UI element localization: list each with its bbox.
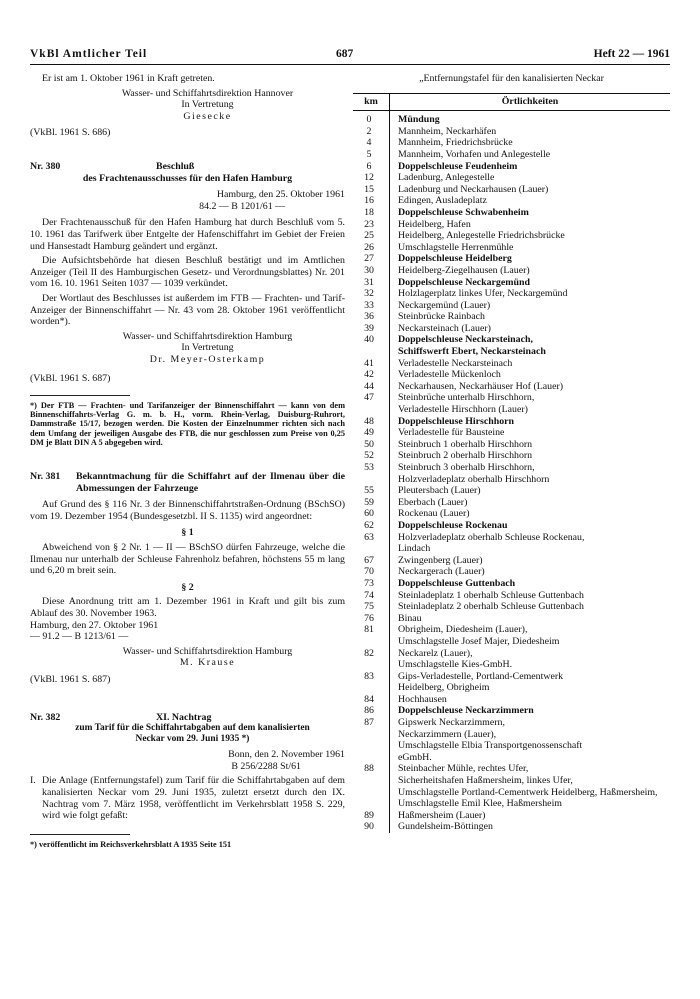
place-cell bbox=[390, 334, 671, 357]
km-cell: 32 bbox=[353, 288, 390, 300]
section-382-number: Nr. 382 bbox=[30, 711, 61, 723]
km-cell: 84 bbox=[353, 694, 390, 706]
table-row bbox=[353, 578, 670, 590]
km-cell: 48 bbox=[353, 416, 390, 428]
signatory-meyer-osterkamp: Dr. Meyer-Osterkamp bbox=[149, 353, 266, 365]
place-line: Neckarsteinach (Lauer) bbox=[398, 322, 491, 334]
km-cell: 42 bbox=[353, 369, 390, 381]
place-cell bbox=[390, 613, 671, 625]
km-cell: 81 bbox=[353, 624, 390, 647]
place-line: Umschlagstelle Herrenmühle bbox=[398, 241, 514, 253]
place-cell bbox=[390, 671, 671, 694]
place-cell bbox=[390, 648, 671, 671]
section-382-date: Bonn, den 2. November 1961 bbox=[228, 749, 345, 761]
km-cell: 83 bbox=[353, 671, 390, 694]
place-line: Obrigheim, Diedesheim (Lauer), bbox=[398, 624, 528, 636]
km-cell: 0 bbox=[353, 111, 390, 126]
section-381-par2-label: § 2 bbox=[181, 581, 194, 593]
table-row bbox=[353, 195, 670, 207]
table-row bbox=[353, 369, 670, 381]
km-cell: 23 bbox=[353, 219, 390, 231]
vertretung-label-380: In Vertretung bbox=[181, 342, 234, 354]
table-row bbox=[353, 358, 670, 370]
place-line: Mannheim, Friedrichsbrücke bbox=[398, 137, 513, 149]
place-line: Neckarzimmern (Lauer), bbox=[398, 728, 497, 740]
section-382-az: B 256/2288 St/61 bbox=[231, 760, 301, 772]
place-cell bbox=[390, 111, 671, 126]
section-381-number: Nr. 381 bbox=[30, 471, 61, 483]
table-row bbox=[353, 242, 670, 254]
place-line: Sicherheitshafen Haßmersheim, linkes Ufer, bbox=[398, 775, 573, 787]
place-line: Steinladeplatz 1 oberhalb Schleuse Guttenbach bbox=[398, 589, 584, 601]
section-380-footnote: *) Der FTB — Frachten- und Tarifanzeiger der Binnenschiffahrt — kann von dem Binnenschiffahrts-Verlag G. m. b. H., vorm. Rhein-Verlag, Duisburg-Ruhrort, Dammstraße 15/17, bezogen werden. Die Kosten der Einzelnummer richten sich nach dem Umfang der jeweiligen Ausgabe des FTB, die nur geschlossen zum Preise von 0,25 DM je Blatt DIN A 5 abgegeben wird. bbox=[30, 401, 345, 447]
place-line: Gips-Verladestelle, Portland-Cementwerk bbox=[398, 670, 564, 682]
section-380-para2: Die Aufsichtsbehörde hat diesen Beschluß bestätigt und im Amtlichen Anzeiger (Teil II des Hamburgischen Gesetz- und Verordnungsblattes) Nr. 201 vom 16. 10. 1961 Seiten 1037 — 1039 verkündet. bbox=[30, 255, 345, 290]
km-cell: 40 bbox=[353, 334, 390, 357]
km-cell: 75 bbox=[353, 601, 390, 613]
table-row bbox=[353, 184, 670, 196]
table-row bbox=[353, 532, 670, 555]
section-382-footnote: *) veröffentlicht im Reichsverkehrsblatt A 1935 Seite 151 bbox=[30, 839, 232, 849]
place-line: Eberbach (Lauer) bbox=[398, 496, 468, 508]
authority-hamburg-380: Wasser- und Schiffahrtsdirektion Hamburg bbox=[122, 330, 293, 342]
table-row bbox=[353, 648, 670, 671]
place-line: Umschlagstelle Emil Klee, Haßmersheim bbox=[398, 798, 562, 810]
section-382-item-1 bbox=[30, 775, 345, 821]
place-line: Doppelschleuse Neckarzimmern bbox=[398, 705, 534, 717]
place-cell bbox=[390, 253, 671, 265]
place-cell bbox=[390, 497, 671, 509]
km-cell: 76 bbox=[353, 613, 390, 625]
place-line: Umschlagstelle Kies-GmbH. bbox=[398, 659, 513, 671]
place-cell bbox=[390, 520, 671, 532]
place-cell bbox=[390, 311, 671, 323]
km-cell: 49 bbox=[353, 427, 390, 439]
table-row bbox=[353, 439, 670, 451]
table-row bbox=[353, 416, 670, 428]
place-line: Ladenburg und Neckarhausen (Lauer) bbox=[398, 183, 549, 195]
table-row bbox=[353, 717, 670, 763]
item-text: Die Anlage (Entfernungstafel) zum Tarif für die Schiffahrtabgaben auf dem kanalisierten Neckar vom 29. Juni 1935, zuletzt ersetzt durch den IX. Nachtrag vom 7. März 1958, veröffentlicht im Verkehrsblatt 1958 S. 229, wird wie folgt gefaßt: bbox=[42, 775, 345, 822]
place-line: Doppelschleuse Rockenau bbox=[398, 519, 508, 531]
km-cell: 39 bbox=[353, 323, 390, 335]
section-380-title: Beschluß bbox=[156, 160, 195, 172]
in-kraft-text: Er ist am 1. Oktober 1961 in Kraft getreten. bbox=[42, 73, 215, 84]
place-cell bbox=[390, 230, 671, 242]
place-cell bbox=[390, 369, 671, 381]
place-cell bbox=[390, 590, 671, 602]
place-cell bbox=[390, 277, 671, 289]
table-row bbox=[353, 810, 670, 822]
table-row bbox=[353, 311, 670, 323]
place-line: Holzverladeplatz oberhalb Hirschhorn bbox=[398, 473, 550, 485]
place-cell bbox=[390, 195, 671, 207]
table-row bbox=[353, 230, 670, 242]
place-cell bbox=[390, 821, 671, 833]
km-cell: 25 bbox=[353, 230, 390, 242]
km-cell: 87 bbox=[353, 717, 390, 763]
km-cell: 26 bbox=[353, 242, 390, 254]
section-381-az: — 91.2 — B 1213/61 — bbox=[30, 631, 129, 643]
place-cell bbox=[390, 555, 671, 567]
place-line: Neckarelz (Lauer), bbox=[398, 647, 473, 659]
place-line: Doppelschleuse Neckargemünd bbox=[398, 276, 530, 288]
section-381-para3: Diese Anordnung tritt am 1. Dezember 1961 in Kraft und gilt bis zum Ablauf des 30. November 1963. bbox=[30, 596, 345, 620]
table-row bbox=[353, 253, 670, 265]
place-line: Doppelschleuse Schwabenheim bbox=[398, 206, 529, 218]
table-row bbox=[353, 624, 670, 647]
km-cell: 6 bbox=[353, 161, 390, 173]
section-380-number: Nr. 380 bbox=[30, 160, 61, 172]
table-row bbox=[353, 323, 670, 335]
km-cell: 82 bbox=[353, 648, 390, 671]
km-cell: 4 bbox=[353, 137, 390, 149]
table-row bbox=[353, 763, 670, 809]
section-382-subtitle: zum Tarif für die Schiffahrtabgaben auf dem kanalisierten Neckar vom 29. Juni 1935 *) bbox=[75, 723, 310, 744]
place-line: Rockenau (Lauer) bbox=[398, 508, 470, 520]
place-line: Ladenburg, Anlegestelle bbox=[398, 172, 495, 184]
section-381-date: Hamburg, den 27. Oktober 1961 bbox=[30, 619, 159, 631]
authority-hamburg-381: Wasser- und Schiffahrtsdirektion Hamburg bbox=[122, 645, 293, 657]
km-cell: 60 bbox=[353, 508, 390, 520]
table-row bbox=[353, 694, 670, 706]
km-cell: 41 bbox=[353, 358, 390, 370]
km-cell: 5 bbox=[353, 149, 390, 161]
place-line: Neckargemünd (Lauer) bbox=[398, 299, 491, 311]
place-cell bbox=[390, 717, 671, 763]
place-line: Heidelberg-Ziegelhausen (Lauer) bbox=[398, 264, 530, 276]
table-row bbox=[353, 172, 670, 184]
place-line: Steinladeplatz 2 oberhalb Schleuse Guttenbach bbox=[398, 601, 584, 613]
table-row bbox=[353, 485, 670, 497]
table-row bbox=[353, 671, 670, 694]
table-row bbox=[353, 277, 670, 289]
table-row bbox=[353, 137, 670, 149]
place-line: Neckarhausen, Neckarhäuser Hof (Lauer) bbox=[398, 380, 564, 392]
place-line: Gipswerk Neckarzimmern, bbox=[398, 717, 505, 729]
place-line: Verladestelle für Bausteine bbox=[398, 427, 505, 439]
place-cell bbox=[390, 219, 671, 231]
place-cell bbox=[390, 392, 671, 415]
section-380-para1: Der Frachtenausschuß für den Hafen Hamburg hat durch Beschluß vom 5. 10. 1961 das Tarifwerk über Entgelte der Hafenschiffahrt im Gebiet der Freien und Hansestadt Hamburg geändert und ergänzt. bbox=[30, 217, 345, 252]
place-line: Doppelschleuse Neckarsteinach, bbox=[398, 334, 533, 346]
section-382-heading bbox=[30, 712, 345, 724]
place-cell bbox=[390, 450, 671, 462]
column-header-place: Örtlichkeiten bbox=[390, 93, 671, 111]
footnote-separator bbox=[30, 395, 130, 396]
place-cell bbox=[390, 810, 671, 822]
page-number: 687 bbox=[336, 48, 354, 60]
km-cell: 27 bbox=[353, 253, 390, 265]
section-381-par1-label: § 1 bbox=[181, 527, 194, 539]
signatory-krause: M. Krause bbox=[179, 657, 236, 669]
km-cell: 88 bbox=[353, 763, 390, 809]
place-cell bbox=[390, 381, 671, 393]
table-row bbox=[353, 520, 670, 532]
km-cell: 73 bbox=[353, 578, 390, 590]
place-line: Verladestelle Hirschhorn (Lauer) bbox=[398, 404, 528, 416]
place-cell bbox=[390, 288, 671, 300]
km-cell: 36 bbox=[353, 311, 390, 323]
km-cell: 63 bbox=[353, 532, 390, 555]
place-line: Binau bbox=[398, 612, 422, 624]
table-row bbox=[353, 555, 670, 567]
place-cell bbox=[390, 300, 671, 312]
place-line: Doppelschleuse Feudenheim bbox=[398, 160, 518, 172]
km-cell: 30 bbox=[353, 265, 390, 277]
place-cell bbox=[390, 439, 671, 451]
section-380-subtitle: des Frachtenausschusses für den Hafen Hamburg bbox=[82, 172, 293, 184]
place-line: Verladestelle Mückenloch bbox=[398, 369, 501, 381]
section-380-para3: Der Wortlaut des Beschlusses ist außerdem im FTB — Frachten- und Tarif-Anzeiger der Binnenschiffahrt — Nr. 43 vom 28. Oktober 1961 veröffentlicht worden*). bbox=[30, 292, 345, 328]
place-cell bbox=[390, 416, 671, 428]
km-cell: 70 bbox=[353, 566, 390, 578]
place-cell bbox=[390, 161, 671, 173]
signatory-giesecke: Giesecke bbox=[183, 110, 232, 122]
km-cell: 86 bbox=[353, 705, 390, 717]
table-row bbox=[353, 300, 670, 312]
distance-table-body bbox=[353, 111, 670, 833]
right-column bbox=[353, 73, 670, 833]
place-line: Doppelschleuse Hirschhorn bbox=[398, 415, 515, 427]
distance-table-title: „Entfernungstafel für den kanalisierten Neckar bbox=[419, 73, 604, 84]
section-380-az: 84.2 — B 1201/61 — bbox=[199, 200, 285, 212]
place-line: Zwingenberg (Lauer) bbox=[398, 554, 483, 566]
place-line: Mannheim, Neckarhäfen bbox=[398, 125, 497, 137]
table-row bbox=[353, 111, 670, 126]
table-row bbox=[353, 566, 670, 578]
section-380-heading bbox=[30, 161, 345, 173]
km-cell: 89 bbox=[353, 810, 390, 822]
place-cell bbox=[390, 694, 671, 706]
authority-hannover: Wasser- und Schiffahrtsdirektion Hannover bbox=[121, 87, 294, 99]
table-row bbox=[353, 613, 670, 625]
place-line: Gundelsheim-Böttingen bbox=[398, 821, 493, 833]
place-line: eGmbH. bbox=[398, 751, 432, 763]
place-line: Pleutersbach (Lauer) bbox=[398, 485, 481, 497]
place-cell bbox=[390, 358, 671, 370]
place-cell bbox=[390, 624, 671, 647]
table-row bbox=[353, 381, 670, 393]
place-cell bbox=[390, 462, 671, 485]
km-cell: 55 bbox=[353, 485, 390, 497]
table-row bbox=[353, 149, 670, 161]
header-rule bbox=[30, 64, 670, 65]
place-line: Lindach bbox=[398, 543, 431, 555]
km-cell: 62 bbox=[353, 520, 390, 532]
table-row bbox=[353, 126, 670, 138]
place-cell bbox=[390, 172, 671, 184]
issue-number: Heft 22 — 1961 bbox=[593, 48, 670, 60]
table-row bbox=[353, 705, 670, 717]
km-cell: 52 bbox=[353, 450, 390, 462]
km-cell: 15 bbox=[353, 184, 390, 196]
km-cell: 53 bbox=[353, 462, 390, 485]
place-cell bbox=[390, 323, 671, 335]
place-cell bbox=[390, 532, 671, 555]
place-line: Hochhausen bbox=[398, 693, 447, 705]
vertretung-label: In Vertretung bbox=[181, 99, 234, 111]
table-row bbox=[353, 161, 670, 173]
km-cell: 2 bbox=[353, 126, 390, 138]
table-row bbox=[353, 821, 670, 833]
place-line: Umschlagstelle Portland-Cementwerk Heidelberg, Haßmersheim, bbox=[398, 786, 658, 798]
column-header-km: km bbox=[353, 93, 390, 111]
place-line: Steinbruch 3 oberhalb Hirschhorn, bbox=[398, 462, 535, 473]
place-line: Doppelschleuse Heidelberg bbox=[398, 253, 512, 265]
table-row bbox=[353, 219, 670, 231]
place-line: Haßmersheim (Lauer) bbox=[398, 809, 486, 821]
km-cell: 67 bbox=[353, 555, 390, 567]
table-header-row bbox=[353, 93, 670, 111]
place-line: Steinbruch 1 oberhalb Hirschhorn bbox=[398, 438, 533, 450]
page-header bbox=[30, 48, 670, 62]
place-cell bbox=[390, 763, 671, 809]
reference-686: (VkBl. 1961 S. 686) bbox=[30, 127, 111, 139]
km-cell: 31 bbox=[353, 277, 390, 289]
km-cell: 44 bbox=[353, 381, 390, 393]
place-line: Verladestelle Neckarsteinach bbox=[398, 357, 513, 369]
section-381-title: Bekanntmachung für die Schiffahrt auf der Ilmenau über die Abmessungen der Fahrzeuge bbox=[76, 471, 345, 494]
table-row bbox=[353, 508, 670, 520]
table-row bbox=[353, 590, 670, 602]
place-line: Mannheim, Vorhafen und Anlegestelle bbox=[398, 148, 551, 160]
table-row bbox=[353, 265, 670, 277]
place-line: Heidelberg, Anlegestelle Friedrichsbrücke bbox=[398, 230, 565, 242]
place-line: Mündung bbox=[398, 114, 440, 126]
km-cell: 47 bbox=[353, 392, 390, 415]
footnote-separator-382 bbox=[30, 834, 130, 835]
item-label: I. bbox=[30, 775, 36, 787]
place-line: Steinbacher Mühle, rechtes Ufer, bbox=[398, 763, 529, 775]
place-line: Holzlagerplatz linkes Ufer, Neckargemünd bbox=[398, 288, 568, 300]
km-cell: 59 bbox=[353, 497, 390, 509]
place-cell bbox=[390, 601, 671, 613]
place-line: Steinbrücke Rainbach bbox=[398, 311, 485, 323]
place-line: Heidelberg, Hafen bbox=[398, 218, 471, 230]
place-line: Heidelberg, Obrigheim bbox=[398, 682, 490, 694]
table-row bbox=[353, 450, 670, 462]
km-cell: 90 bbox=[353, 821, 390, 833]
table-row bbox=[353, 207, 670, 219]
table-row bbox=[353, 392, 670, 415]
km-cell: 16 bbox=[353, 195, 390, 207]
place-line: Umschlagstelle Josef Majer, Diedesheim bbox=[398, 635, 560, 647]
left-column bbox=[30, 73, 345, 849]
place-line: Neckargerach (Lauer) bbox=[398, 566, 485, 578]
section-380-date: Hamburg, den 25. Oktober 1961 bbox=[216, 189, 345, 201]
reference-687-381: (VkBl. 1961 S. 687) bbox=[30, 673, 111, 685]
km-cell: 12 bbox=[353, 172, 390, 184]
place-cell bbox=[390, 705, 671, 717]
table-row bbox=[353, 601, 670, 613]
place-cell bbox=[390, 566, 671, 578]
reference-687-380: (VkBl. 1961 S. 687) bbox=[30, 373, 111, 385]
km-cell: 50 bbox=[353, 439, 390, 451]
place-cell bbox=[390, 207, 671, 219]
place-line: Steinbruch 2 oberhalb Hirschhorn bbox=[398, 450, 533, 462]
place-line: Umschlagstelle Elbia Transportgenossenschaft bbox=[398, 740, 583, 752]
place-cell bbox=[390, 265, 671, 277]
section-381-para1: Auf Grund des § 116 Nr. 3 der Binnenschiffahrtstraßen-Ordnung (BSchSO) vom 19. Dezember 1954 (Bundesgesetzbl. II S. 1135) wird angeordnet: bbox=[30, 499, 345, 522]
place-line: Holzverladeplatz oberhalb Schleuse Rockenau, bbox=[398, 531, 585, 543]
place-cell bbox=[390, 485, 671, 497]
place-cell bbox=[390, 149, 671, 161]
place-line: Schiffswerft Ebert, Neckarsteinach bbox=[398, 346, 546, 358]
km-cell: 74 bbox=[353, 590, 390, 602]
table-row bbox=[353, 427, 670, 439]
place-cell bbox=[390, 126, 671, 138]
table-row bbox=[353, 497, 670, 509]
place-line: Doppelschleuse Guttenbach bbox=[398, 577, 516, 589]
place-cell bbox=[390, 427, 671, 439]
table-row bbox=[353, 288, 670, 300]
place-cell bbox=[390, 242, 671, 254]
place-line: Edingen, Ausladeplatz bbox=[398, 195, 487, 207]
section-381-para2: Abweichend von § 2 Nr. 1 — II — BSchSO dürfen Fahrzeuge, welche die Ilmenau nur unterhalb der Schleuse Fahrenholz befahren, höchstens 55 m lang und 6,20 m breit sein. bbox=[30, 542, 345, 577]
place-cell bbox=[390, 508, 671, 520]
section-381-heading bbox=[30, 471, 345, 494]
table-row bbox=[353, 334, 670, 357]
km-cell: 33 bbox=[353, 300, 390, 312]
table-row bbox=[353, 462, 670, 485]
km-cell: 18 bbox=[353, 207, 390, 219]
place-cell bbox=[390, 184, 671, 196]
section-382-title: XI. Nachtrag bbox=[156, 711, 212, 723]
place-cell bbox=[390, 578, 671, 590]
journal-title: VkBl Amtlicher Teil bbox=[30, 48, 148, 60]
place-cell bbox=[390, 137, 671, 149]
place-line: Steinbrüche unterhalb Hirschhorn, bbox=[398, 392, 535, 404]
distance-table bbox=[353, 93, 670, 833]
